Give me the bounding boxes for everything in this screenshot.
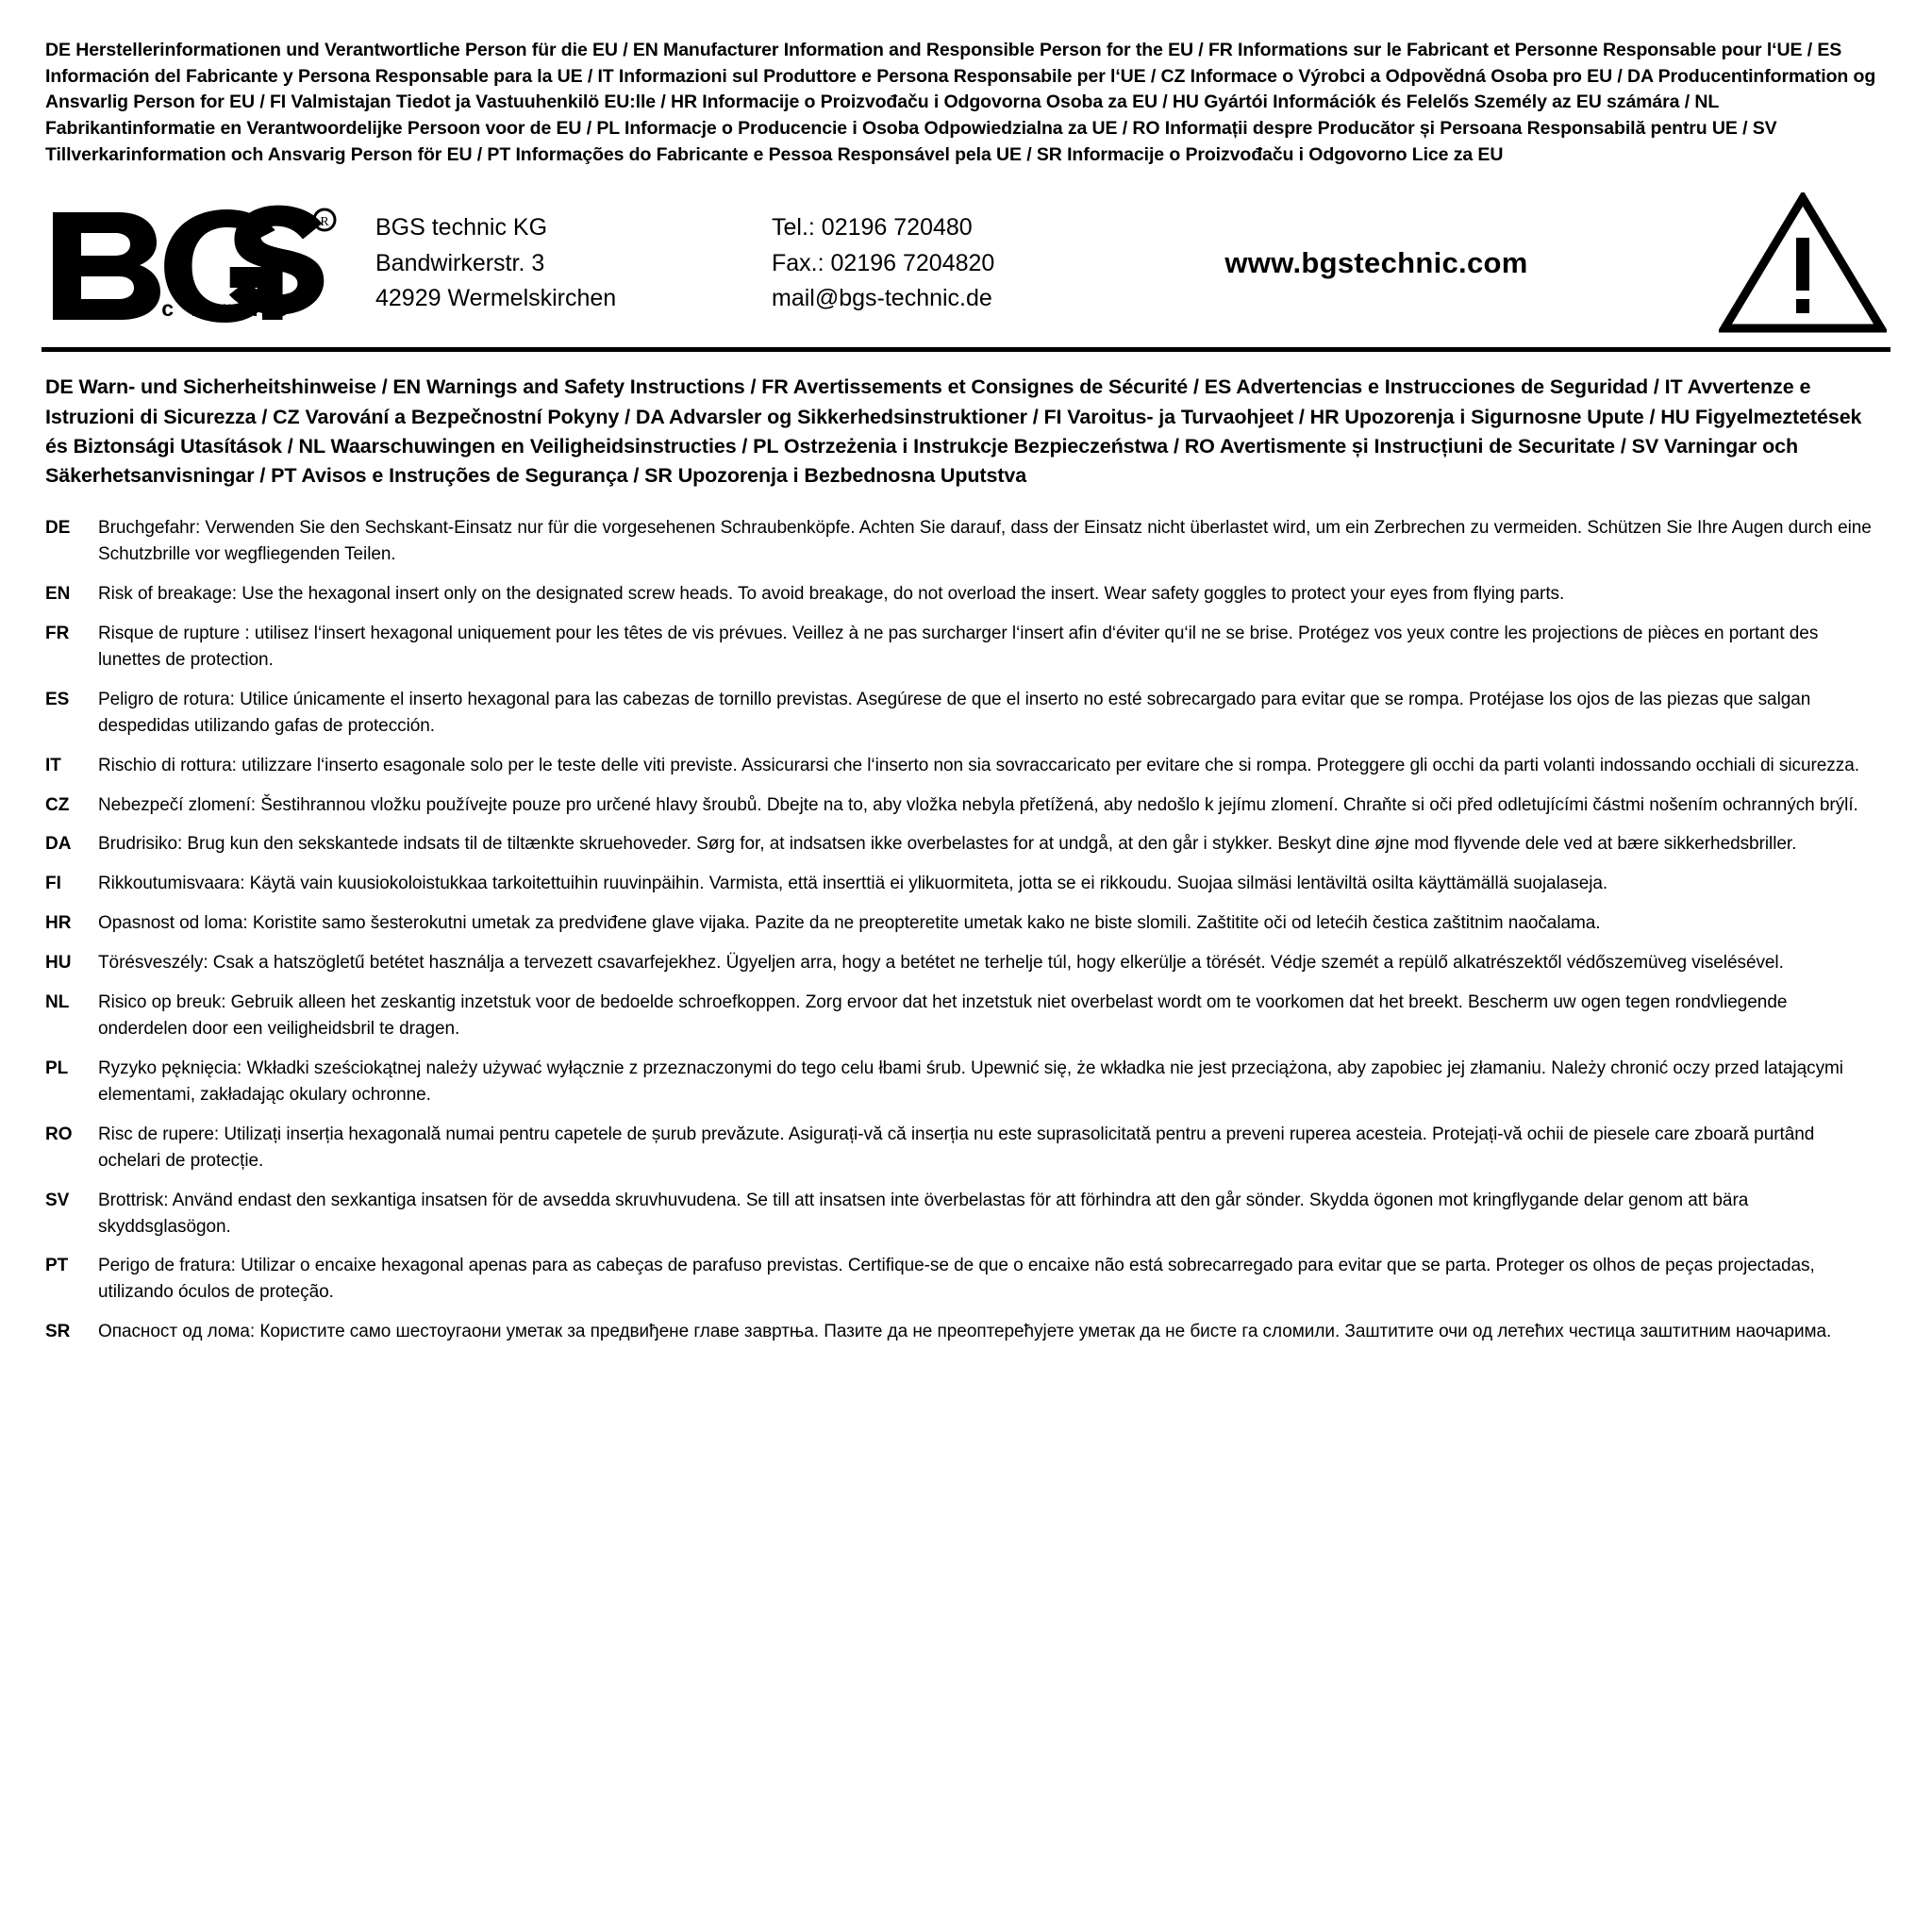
warning-text: Törésveszély: Csak a hatszögletű betétet használja a tervezett csavarfejekhez. Ügyeljen arra, hogy a betétet ne terhelje túl, hogy elkerülje a törését. Védje szemét a repülő alkatrészektől védőszemüveg viselésével. bbox=[98, 953, 1784, 974]
warning-row bbox=[45, 753, 1881, 779]
language-code: RO bbox=[45, 1124, 73, 1144]
language-code: DE bbox=[45, 518, 71, 539]
warning-text: Rischio di rottura: utilizzare l‘inserto esagonale solo per le teste delle viti previste. Assicurarsi che l‘inserto non sia sovraccaricato per evitare che si rompa. Proteggere gli occhi da parti volanti indossando occhiali di sicurezza. bbox=[98, 755, 1859, 775]
warning-row bbox=[45, 1188, 1881, 1241]
warning-row bbox=[45, 1056, 1881, 1108]
language-code: CZ bbox=[45, 794, 70, 815]
warning-text: Rikkoutumisvaara: Käytä vain kuusiokoloistukkaa tarkoitettuihin ruuvinpäihin. Varmista, että inserttiä ei ylikuormiteta, jotta se ei rikkoudu. Suojaa silmäsi lentäviltä osilta käyttämällä suojalaseja. bbox=[98, 874, 1608, 894]
warning-text: Risc de rupere: Utilizați inserția hexagonală numai pentru capetele de șurub prevăzute. Asigurați-vă că inserția nu este suprasolicitată pentru a preveni ruperea acesteia. Protejați-vă ochii de piesele care zboară purtând ochelari de protecție. bbox=[98, 1124, 1815, 1171]
warning-text: Ryzyko pęknięcia: Wkładki sześciokątnej należy używać wyłącznie z przeznaczonymi do tego celu łbami śrub. Upewnić się, że wkładka nie jest przeciążona, aby zapobiec jej złamaniu. Należy chronić oczy przed latającymi elementami, zakładając okulary ochronne. bbox=[98, 1058, 1843, 1105]
company-name: BGS technic KG bbox=[375, 214, 548, 242]
company-band bbox=[42, 192, 1890, 352]
company-mail: mail@bgs-technic.de bbox=[772, 285, 992, 312]
language-code: SR bbox=[45, 1322, 71, 1342]
language-code: FR bbox=[45, 623, 70, 643]
warning-row bbox=[45, 1122, 1881, 1174]
language-code: PT bbox=[45, 1256, 69, 1276]
language-code: PL bbox=[45, 1058, 69, 1078]
warning-row bbox=[45, 990, 1881, 1042]
warning-text: Brudrisiko: Brug kun den sekskantede indsats til de tiltænkte skruehoveder. Sørg for, at indsatsen ikke overbelastes for at undgå, at den går i stykker. Beskyt dine øjne mod flyvende dele ved at bære sikkerhedsbriller. bbox=[98, 834, 1797, 855]
warning-row bbox=[45, 910, 1881, 937]
manufacturer-info-heading: DE Herstellerinformationen und Verantwortliche Person für die EU / EN Manufacturer Information and Responsible Person for the EU / FR Informations sur le Fabricant et Personne Responsable pour l‘UE / ES Información del Fabricante y Persona Responsable para la UE / IT Informazioni sul Produttore e Persona Responsabile per l‘UE / CZ Informace o Výrobci a Odpovědná Osoba pro EU / DA Producentinformation og Ansvarlig Person for EU / FI Valmistajan Tiedot ja Vastuuhenkilö EU:lle / HR Informacije o Proizvođaču i Odgovorna Osoba za EU / HU Gyártói Információk és Felelős Személy az EU számára / NL Fabrikantinformatie en Verantwoordelijke Persoon voor de EU / PL Informacje o Producencie i Osoba Odpowiedzialna za UE / RO Informații despre Producător și Persoana Responsabilă pentru UE / SV Tillverkarinformation och Ansvarig Person för EU / PT Informações do Fabricante e Pessoa Responsável pela UE / SR Informacije o Proizvođaču i Odgovorno Lice za EU bbox=[45, 40, 1876, 165]
language-code: HR bbox=[45, 913, 72, 934]
warning-list bbox=[42, 515, 1890, 1345]
company-city: 42929 Wermelskirchen bbox=[375, 285, 617, 312]
warning-row bbox=[45, 792, 1881, 819]
svg-text:R: R bbox=[320, 214, 329, 229]
warning-text: Risque de rupture : utilisez l‘insert hexagonal uniquement pour les têtes de vis prévues. Veillez à ne pas surcharger l‘insert afin d‘éviter qu‘il ne se brise. Protégez vos yeux contre les projections de pièces en portant des lunettes de protection. bbox=[98, 623, 1819, 670]
language-code: SV bbox=[45, 1190, 70, 1210]
language-code: NL bbox=[45, 992, 70, 1013]
warning-row bbox=[45, 621, 1881, 674]
company-contact bbox=[772, 210, 1083, 317]
bgs-logo-svg bbox=[45, 205, 347, 323]
warning-text: Peligro de rotura: Utilice únicamente el inserto hexagonal para las cabezas de tornillo previstas. Asegúrese de que el inserto no esté sobrecargado para evitar que se rompa. Protéjase los ojos de las piezas que salgan despedidas utilizando gafas de protección. bbox=[98, 689, 1811, 736]
language-code: EN bbox=[45, 583, 71, 604]
company-website: www.bgstechnic.com bbox=[1224, 246, 1528, 280]
language-code: IT bbox=[45, 755, 61, 775]
warning-row bbox=[45, 950, 1881, 976]
warning-row bbox=[45, 831, 1881, 858]
warning-text: Brottrisk: Använd endast den sexkantiga insatsen för de avsedda skruvhuvudena. Se till att insatsen inte överbelastas för att förhindra att den går sönder. Skydda ögonen mot kringflygande delar genom att bära skyddsglasögon. bbox=[98, 1190, 1749, 1237]
warning-row bbox=[45, 871, 1881, 897]
svg-text:t e c h n i c: t e c h n i c bbox=[108, 295, 293, 321]
company-address bbox=[366, 210, 772, 317]
company-fax: Fax.: 02196 7204820 bbox=[772, 249, 995, 276]
warning-text: Perigo de fratura: Utilizar o encaixe hexagonal apenas para as cabeças de parafuso previstas. Certifique-se de que o encaixe não está sobrecarregado para evitar que se parta. Proteger os olhos de peças projectadas, utilizando óculos de proteção. bbox=[98, 1256, 1815, 1303]
warning-text: Risico op breuk: Gebruik alleen het zeskantig inzetstuk voor de bedoelde schroefkoppen. Zorg ervoor dat het inzetstuk niet overbelast wordt om te voorkomen dat het breekt. Bescherm uw ogen tegen rondvliegende onderdelen door een veiligheidsbril te dragen. bbox=[98, 992, 1788, 1040]
warning-text: Opasnost od loma: Koristite samo šesterokutni umetak za predviđene glave vijaka. Pazite da ne preopteretite umetak kako ne biste slomili. Zaštitite oči od letećih čestica zaštitnim naočalama. bbox=[98, 913, 1601, 934]
warning-row bbox=[45, 515, 1881, 568]
warning-text: Опасност од лома: Користите само шестоугаони уметак за предвиђене главе завртња. Пазите да не преоптерећујете уметак да не бисте га сломили. Заштитите очи од летећих честица заштитним наочарима. bbox=[98, 1322, 1832, 1342]
warning-row bbox=[45, 1253, 1881, 1306]
warnings-heading: DE Warn- und Sicherheitshinweise / EN Warnings and Safety Instructions / FR Avertissements et Consignes de Sécurité / ES Advertencias e Instrucciones de Seguridad / IT Avvertenze e Istruzioni di Sicurezza / CZ Varování a Bezpečnostní Pokyny / DA Advarsler og Sikkerhedsinstruktioner / FI Varoitus- ja Turvaohjeet / HR Upozorenja i Sigurnosne Upute / HU Figyelmeztetések és Biztonsági Utasítások / NL Waarschuwingen en Veiligheidsinstructies / PL Ostrzeżenia i Instrukcje Bezpieczeństwa / RO Avertismente și Instrucțiuni de Securitate / SV Varningar och Säkerhetsanvisningar / PT Avisos e Instruções de Segurança / SR Upozorenja i Bezbednosna Uputstva bbox=[45, 375, 1862, 487]
language-code: HU bbox=[45, 953, 72, 974]
warning-row bbox=[45, 687, 1881, 740]
language-code: DA bbox=[45, 834, 72, 855]
language-code: FI bbox=[45, 874, 61, 894]
warning-row bbox=[45, 581, 1881, 608]
warning-triangle-svg bbox=[1719, 192, 1887, 334]
warning-text: Nebezpečí zlomení: Šestihrannou vložku používejte pouze pro určené hlavy šroubů. Dbejte na to, aby vložka nebyla přetížená, aby nedošlo k jejímu zlomení. Chraňte si oči před odletujícími částmi nošením ochranných brýlí. bbox=[98, 794, 1858, 815]
warning-text: Risk of breakage: Use the hexagonal insert only on the designated screw heads. To avoid breakage, do not overload the insert. Wear safety goggles to protect your eyes from flying parts. bbox=[98, 583, 1565, 604]
bgs-logo bbox=[42, 205, 366, 323]
company-street: Bandwirkerstr. 3 bbox=[375, 249, 545, 276]
warning-row bbox=[45, 1319, 1881, 1345]
warning-text: Bruchgefahr: Verwenden Sie den Sechskant-Einsatz nur für die vorgesehenen Schraubenköpfe. Achten Sie darauf, dass der Einsatz nicht überlastet wird, um ein Zerbrechen zu vermeiden. Schützen Sie Ihre Augen durch eine Schutzbrille vor wegfliegenden Teilen. bbox=[98, 518, 1872, 565]
company-tel: Tel.: 02196 720480 bbox=[772, 214, 973, 242]
warning-triangle-icon bbox=[1698, 192, 1890, 334]
language-code: ES bbox=[45, 689, 70, 709]
